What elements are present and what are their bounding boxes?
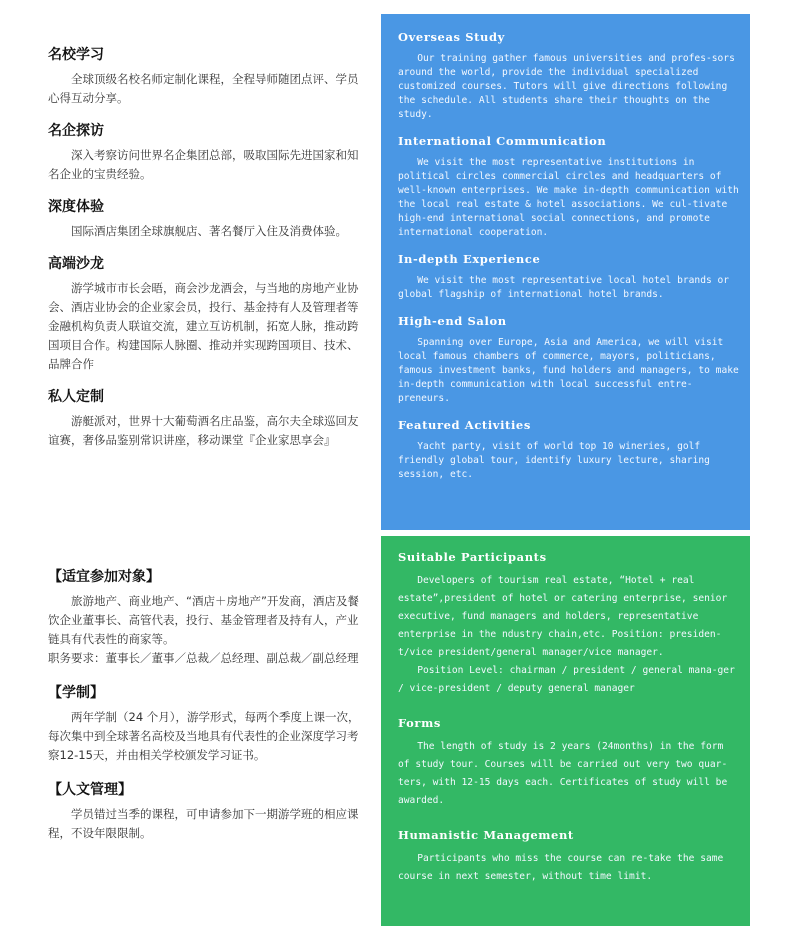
en-feature-body: We visit the most representative institutions in political circles commercial circles and headquarters of well-known enterprises. We make in-depth communication with the local real estate & hotel associations. We cul-tivate high-end international social connections, and promote international cooperation. [398,157,739,238]
feature-body: 游艇派对，世界十大葡萄酒名庄品鉴，高尔夫全球巡回友谊赛，奢侈品鉴别常识讲座，移动课堂『企业家思享会』 [48,414,359,447]
feature-section-custom [48,386,368,450]
en-feature-section [398,252,740,302]
management-title: 【人文管理】 [48,782,132,798]
en-feature-section [398,418,740,482]
feature-title: 名校学习 [48,47,104,63]
en-feature-body: We visit the most representative local hotel brands or global flagship of international hotel brands. [398,275,730,300]
en-forms-title: Forms [398,716,441,730]
english-features-panel [381,14,750,530]
feature-body: 深入考察访问世界名企集团总部，吸取国际先进国家和知名企业的宝贵经验。 [48,148,359,181]
feature-title: 私人定制 [48,389,104,405]
participants-section [48,566,368,668]
en-feature-title: Featured Activities [398,418,531,432]
feature-title: 深度体验 [48,199,104,215]
management-section [48,779,368,843]
system-section [48,682,368,765]
en-participants-title: Suitable Participants [398,550,547,564]
en-management-section [398,828,740,886]
system-body: 两年学制（24 个月），游学形式，每两个季度上课一次，每次集中到全球著名高校及当地具有代表性的企业深度学习考察12-15天，并由相关学校颁发学习证书。 [48,710,360,762]
feature-section-visit [48,120,368,184]
en-forms-body: The length of study is 2 years (24months) in the form of study tour. Courses will be carried out very two quar-ters, with 12-15 days each. Certificates of study will be awarded. [398,741,728,806]
en-feature-title: High-end Salon [398,314,507,328]
participants-body: 旅游地产、商业地产、“酒店＋房地产”开发商，酒店及餐饮企业董事长、高管代表，投行、基金管理者及持有人，产业链具有代表性的商家等。 [48,594,359,646]
feature-body: 游学城市市长会晤，商会沙龙酒会，与当地的房地产业协会、酒店业协会的企业家会员，投行、基金持有人及管理者等金融机构负责人联谊交流，建立互访机制，拓宽人脉，推动跨国项目合作。构建国际人脉圈、推动并实现跨国项目、技术、品牌合作 [48,281,359,371]
participants-requirement: 职务要求：董事长／董事／总裁／总经理、副总裁／副总经理 [48,651,359,665]
en-feature-section [398,134,740,240]
feature-title: 名企探访 [48,123,104,139]
en-feature-section [398,30,740,122]
feature-body: 全球顶级名校名师定制化课程，全程导师随团点评、学员心得互动分享。 [48,72,359,105]
en-participants-section [398,550,740,698]
en-feature-title: Overseas Study [398,30,505,44]
en-participants-level: Position Level: chairman / president / general mana-ger / vice-president / deputy general manager [398,665,735,694]
feature-body: 国际酒店集团全球旗舰店、著名餐厅入住及消费体验。 [71,224,347,238]
feature-title: 高端沙龙 [48,256,104,272]
en-feature-body: Spanning over Europe, Asia and America, we will visit local famous chambers of commerce, mayors, politicians, famous investment banks, fund holders and managers, to make in-depth communication with local successful entre-preneurs. [398,337,739,404]
management-body: 学员错过当季的课程，可申请参加下一期游学班的相应课程，不设年限限制。 [48,807,359,840]
left-features-column [48,44,368,462]
en-participants-body: Developers of tourism real estate, “Hotel + real estate”,president of hotel or catering enterprise, senior executive, fund managers and holders, representative enterprise in the ndustry chain,etc. Position: presiden-t/vice president/general manager/vice manager. [398,575,728,658]
system-title: 【学制】 [48,685,104,701]
en-forms-section [398,716,740,810]
en-feature-title: International Communication [398,134,607,148]
en-feature-body: Our training gather famous universities and profes-sors around the world, provide the individual specialized customized courses. Tutors will give directions following the schedule. All students share their thoughts on the study. [398,53,735,120]
en-management-body: Participants who miss the course can re-take the same course in next semester, without time limit. [398,853,724,882]
en-management-title: Humanistic Management [398,828,574,842]
en-feature-section [398,314,740,406]
english-info-panel [381,536,750,926]
participants-title: 【适宜参加对象】 [48,569,160,585]
en-feature-body: Yacht party, visit of world top 10 wineries, golf friendly global tour, identify luxury lecture, sharing session, etc. [398,441,710,480]
feature-section-salon [48,253,368,374]
feature-section-study [48,44,368,108]
feature-section-experience [48,196,368,241]
en-feature-title: In-depth Experience [398,252,541,266]
left-info-column [48,566,368,857]
